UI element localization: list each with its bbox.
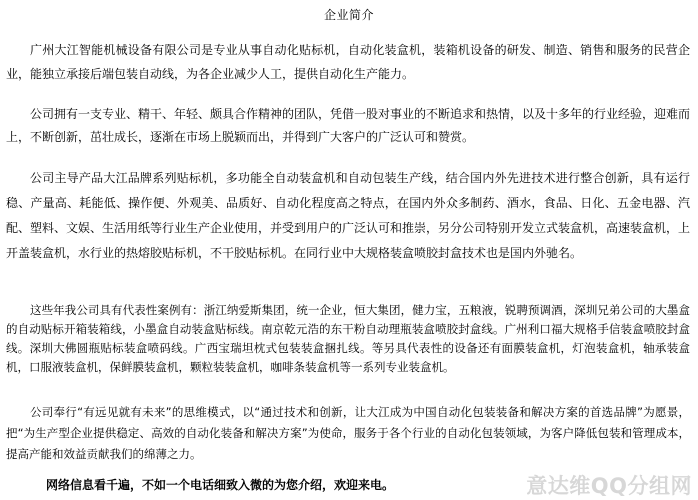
paragraph-company-intro: 广州大江智能机械设备有限公司是专业从事自动化贴标机，自动化装盒机，装箱机设备的研发、制造、销售和服务的民营企业，能独立承接后端包装自动线，为各企业减少人工，提供自动化生产能力。 xyxy=(6,43,690,81)
paragraph-team: 公司拥有一支专业、精干、年轻、颇具合作精神的团队，凭借一股对事业的不断追求和热情，以及十多年的行业经验，迎难而上，不断创新，茁壮成长，逐渐在市场上脱颖而出，并得到广大客户的广泛认可和赞赏。 xyxy=(6,107,691,144)
watermark: 意达维QQ分组网 xyxy=(526,474,692,498)
paragraph-cases: 这些年我公司具有代表性案例有：浙江纳爱斯集团，统一企业，恒大集团，健力宝，五粮液，锐聘预调酒，深圳兄弟公司的大墨盒的自动贴标开箱装箱线，小墨盒自动装盒贴标线。南京乾元浩的东干粉自动理瓶装盒喷胶封盒线。广州利口福大规格手信装盒喷胶封盒线。深圳大佛圆瓶贴标装盒喷码线。广西宝瑞坦枕式包装装盒捆扎线。等另具代表性的设备还有面膜装盒机，灯泡装盒机，轴承装盒机，口服液装盒机，保鲜膜装盒机，颗粒装装盒机，咖啡条装盒机等一系列专业装盒机。 xyxy=(6,303,690,374)
page-title: 企业简介 xyxy=(323,8,374,22)
paragraph-products: 公司主导产品大江品牌系列贴标机，多功能全自动装盒机和自动包装生产线，结合国内外先进技术进行整合创新，具有运行稳、产量高、耗能低、操作便、外观美、品质好、自动化程度高之特点，在国内外众多制药、酒水，食品、日化、五金电器、汽配、塑料、文娱、生活用纸等行业生产企业使用，并受到用户的广泛认可和推崇，另分公司特别开发立式装盒机，高速装盒机，上开盖装盒机，水行业的热熔胶贴标机，不干胶贴标机。在同行业中大规格装盒喷胶封盒技术也是国内外驰名。 xyxy=(6,171,691,260)
paragraph-vision: 公司奉行“有远见就有未来”的思维模式，以“通过技术和创新，让大江成为中国自动化包装装备和解决方案的首选品牌”为愿景，把“为生产型企业提供稳定、高效的自动化装备和解决方案”为使命，服务于各个行业的自动化包装领域，为客户降低包装和管理成本，提高产能和效益贡献我们的绵薄之力。 xyxy=(6,405,690,461)
closing-line: 网络信息看千遍，不如一个电话细致入微的为您介绍，欢迎来电。 xyxy=(46,478,395,492)
